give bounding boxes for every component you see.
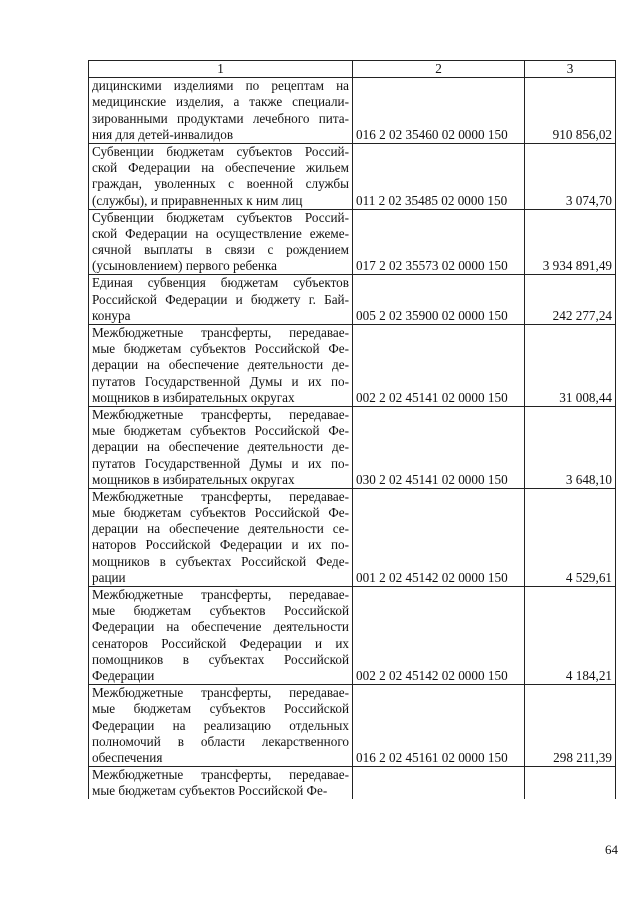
row-description — [89, 406, 353, 488]
description-line: Межбюджетные трансферты, передавае- — [92, 325, 349, 341]
amount: 3 074,70 — [525, 143, 616, 209]
row-description — [89, 685, 353, 767]
description-line: сячной выплаты в связи с рождением — [92, 242, 349, 258]
description-line: путатов Государственной Думы и их по- — [92, 373, 349, 389]
table-row — [89, 275, 616, 325]
description-line: Федерации — [92, 667, 155, 683]
budget-code: 002 2 02 45141 02 0000 150 — [353, 325, 525, 407]
description-line: Российской Федерации и бюджету г. Бай- — [92, 291, 349, 307]
description-line: мые бюджетам субъектов Российской Фе- — [92, 783, 328, 799]
column-header: 1 — [89, 61, 353, 78]
description-line: мые бюджетам субъектов Российской — [92, 701, 349, 717]
description-line: Межбюджетные трансферты, передавае- — [92, 685, 349, 701]
table-row — [89, 78, 616, 144]
description-line: ской Федерации на обеспечение жильем — [92, 160, 349, 176]
table-row — [89, 143, 616, 209]
budget-code: 017 2 02 35573 02 0000 150 — [353, 209, 525, 275]
description-line: Федерации на реализацию отдельных — [92, 717, 349, 733]
description-line: мые бюджетам субъектов Российской — [92, 603, 349, 619]
column-header: 3 — [525, 61, 616, 78]
row-description — [89, 587, 353, 685]
amount: 242 277,24 — [525, 275, 616, 325]
budget-code: 005 2 02 35900 02 0000 150 — [353, 275, 525, 325]
description-line: сенаторов Российской Федерации и их — [92, 635, 349, 651]
description-line: ния для детей-инвалидов — [92, 126, 234, 142]
row-description — [89, 209, 353, 275]
row-description — [89, 325, 353, 407]
description-line: наторов Российской Федерации и их по- — [92, 537, 349, 553]
budget-code: 011 2 02 35485 02 0000 150 — [353, 143, 525, 209]
amount — [525, 767, 616, 800]
amount: 4 529,61 — [525, 488, 616, 586]
description-line: конура — [92, 307, 131, 323]
row-description — [89, 143, 353, 209]
table-row — [89, 685, 616, 767]
description-line: Межбюджетные трансферты, передавае- — [92, 587, 349, 603]
description-line: рации — [92, 569, 126, 585]
budget-code: 001 2 02 45142 02 0000 150 — [353, 488, 525, 586]
table-body — [89, 78, 616, 800]
budget-code: 016 2 02 35460 02 0000 150 — [353, 78, 525, 144]
description-line: дерации на обеспечение деятельности се- — [92, 521, 349, 537]
description-line: зированными продуктами лечебного пита- — [92, 110, 349, 126]
description-line: Субвенции бюджетам субъектов Россий- — [92, 209, 349, 225]
description-line: Федерации на обеспечение деятельности — [92, 619, 349, 635]
description-line: медицинские изделия, а также специали- — [92, 94, 349, 110]
description-line: путатов Государственной Думы и их по- — [92, 455, 349, 471]
row-description — [89, 488, 353, 586]
description-line: граждан, уволенных с военной службы — [92, 176, 349, 192]
description-line: дерации на обеспечение деятельности де- — [92, 439, 349, 455]
amount: 3 934 891,49 — [525, 209, 616, 275]
table-row — [89, 209, 616, 275]
description-line: дерации на обеспечение деятельности де- — [92, 357, 349, 373]
table-row — [89, 587, 616, 685]
budget-code: 016 2 02 45161 02 0000 150 — [353, 685, 525, 767]
description-line: мые бюджетам субъектов Российской Фе- — [92, 341, 349, 357]
column-header: 2 — [353, 61, 525, 78]
table-row — [89, 325, 616, 407]
budget-table — [88, 60, 616, 799]
description-line: (службы), и приравненных к ним лиц — [92, 192, 303, 208]
row-description — [89, 767, 353, 800]
table-row — [89, 406, 616, 488]
budget-code: 002 2 02 45142 02 0000 150 — [353, 587, 525, 685]
description-line: Единая субвенция бюджетам субъектов — [92, 275, 349, 291]
description-line: мощников в избирательных округах — [92, 389, 295, 405]
amount: 298 211,39 — [525, 685, 616, 767]
description-line: дицинскими изделиями по рецептам на — [92, 78, 349, 94]
description-line: ской Федерации на осуществление ежеме- — [92, 225, 349, 241]
description-line: Межбюджетные трансферты, передавае- — [92, 406, 349, 422]
description-line: помощников в субъектах Российской — [92, 651, 349, 667]
description-line: полномочий в области лекарственного — [92, 733, 349, 749]
description-line: Межбюджетные трансферты, передавае- — [92, 488, 349, 504]
description-line: (усыновлением) первого ребенка — [92, 258, 277, 274]
amount: 4 184,21 — [525, 587, 616, 685]
description-line: мые бюджетам субъектов Российской Фе- — [92, 505, 349, 521]
budget-code — [353, 767, 525, 800]
description-line: Межбюджетные трансферты, передавае- — [92, 767, 349, 783]
amount: 910 856,02 — [525, 78, 616, 144]
row-description — [89, 78, 353, 144]
row-description — [89, 275, 353, 325]
budget-code: 030 2 02 45141 02 0000 150 — [353, 406, 525, 488]
description-line: обеспечения — [92, 749, 163, 765]
table-row — [89, 767, 616, 800]
amount: 31 008,44 — [525, 325, 616, 407]
description-line: мые бюджетам субъектов Российской Фе- — [92, 423, 349, 439]
table-header-row — [89, 61, 616, 78]
description-line: мощников в избирательных округах — [92, 471, 295, 487]
page-number: 64 — [605, 842, 618, 857]
table-row — [89, 488, 616, 586]
description-line: мощников в субъектах Российской Феде- — [92, 553, 349, 569]
description-line: Субвенции бюджетам субъектов Россий- — [92, 143, 349, 159]
amount: 3 648,10 — [525, 406, 616, 488]
